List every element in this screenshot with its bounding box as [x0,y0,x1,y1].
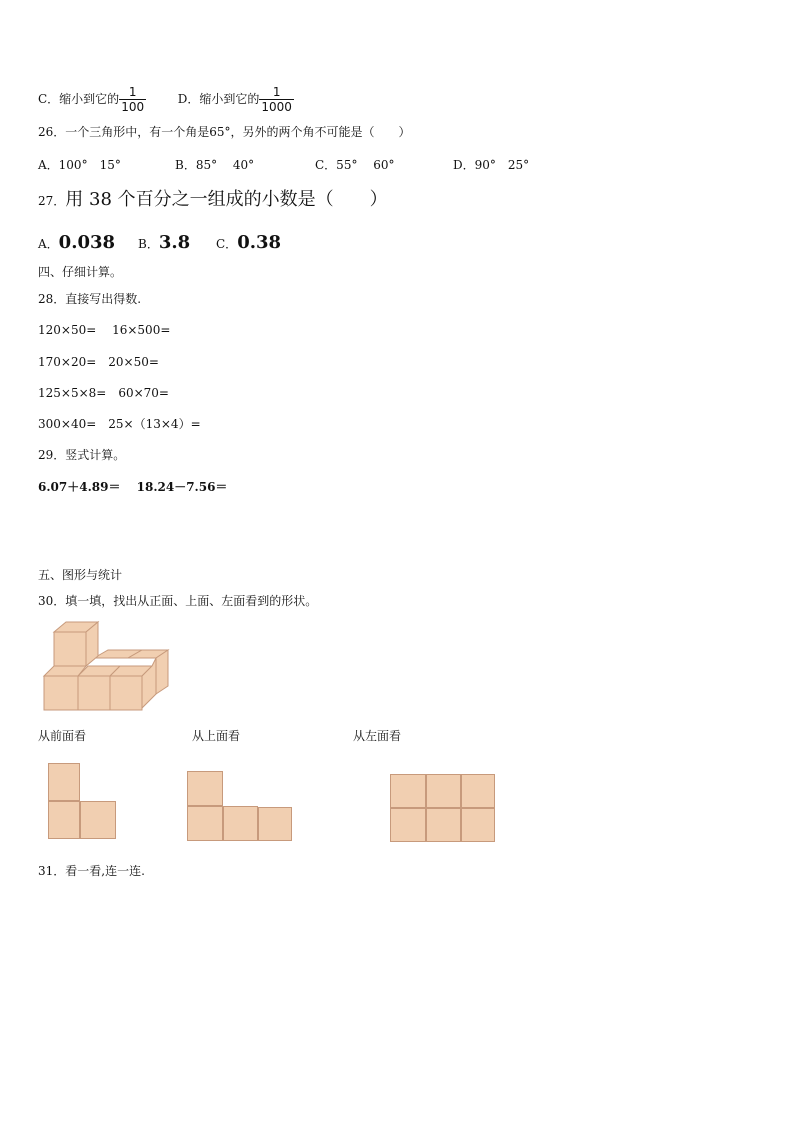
view-label-top: 从上面看 [192,729,241,743]
view-square [80,801,116,839]
section-5-heading: 五、图形与统计 [38,568,123,582]
q27-question [38,188,388,213]
cube-front-face [44,676,78,710]
q27-option-b[interactable] [138,231,216,256]
left-view-shape[interactable] [390,774,496,842]
section-4-heading: 四、仔细计算。 [38,265,123,279]
fraction-denominator: 1000 [261,100,292,114]
q25-options [38,85,294,114]
view-square [426,774,461,808]
q27-stem: 用 38 个百分之一组成的小数是（ ） [65,189,388,210]
q28-row-3: 125×5×8= 60×70= [38,386,169,400]
q25-option-d[interactable] [178,85,294,114]
fraction-numerator: 1 [272,85,281,99]
option-value: 3.8 [158,232,191,253]
q26-option-b[interactable]: B．85° 40° [175,158,255,172]
q25-option-d-fraction [259,85,294,114]
view-square [48,763,80,801]
view-square [461,774,495,808]
view-label-front: 从前面看 [38,729,87,743]
view-square [223,806,258,841]
q29-stem: 29．竖式计算。 [38,448,126,462]
q27-number: 27． [38,194,66,208]
view-square [390,774,426,808]
q26-options [38,157,529,173]
view-square [187,771,223,806]
front-view-shape[interactable] [48,763,118,839]
view-square [48,801,80,839]
option-label: A． [38,237,59,251]
q27-option-c[interactable] [216,231,281,256]
view-square [187,806,223,841]
q31-stem: 31．看一看,连一连. [38,864,145,878]
fraction-denominator: 100 [121,100,145,114]
view-label-left: 从左面看 [353,729,402,743]
q25-option-c[interactable] [38,85,146,114]
q28-stem: 28．直接写出得数. [38,292,142,306]
cube-front-face [54,632,86,666]
q27-option-a[interactable] [38,231,138,256]
q25-option-d-text: D．缩小到它的 [177,92,260,106]
option-value: 0.38 [237,232,282,253]
view-square [461,808,495,842]
cube-front-face [78,676,110,710]
q26-option-a[interactable]: A．100° 15° [38,158,121,172]
q25-option-c-fraction [119,85,146,114]
cube-front-face [110,676,142,710]
q29-expression: 6.07＋4.89＝ 18.24－7.56＝ [38,480,228,494]
fraction-numerator: 1 [128,85,137,99]
option-label: C． [216,237,238,251]
q28-row-4: 300×40= 25×（13×4）= [38,417,201,431]
cube-stack-illustration [38,620,178,716]
cube-side-face [156,650,168,694]
view-square [258,807,292,841]
q27-options [38,231,281,256]
q26-option-c[interactable]: C．55° 60° [315,158,395,172]
q25-option-c-text: C．缩小到它的 [38,92,120,106]
view-square [390,808,426,842]
option-value: 0.038 [58,232,116,253]
q26-stem: 26．一个三角形中，有一个角是65°，另外的两个角不可能是（ ） [38,125,411,139]
q26-option-d[interactable]: D．90° 25° [453,158,530,172]
top-view-shape[interactable] [187,771,293,841]
q28-row-1: 120×50= 16×500= [38,323,171,337]
view-square [426,808,461,842]
q30-stem: 30．填一填，找出从正面、上面、左面看到的形状。 [38,594,318,608]
option-label: B． [138,237,159,251]
q28-row-2: 170×20= 20×50= [38,355,159,369]
